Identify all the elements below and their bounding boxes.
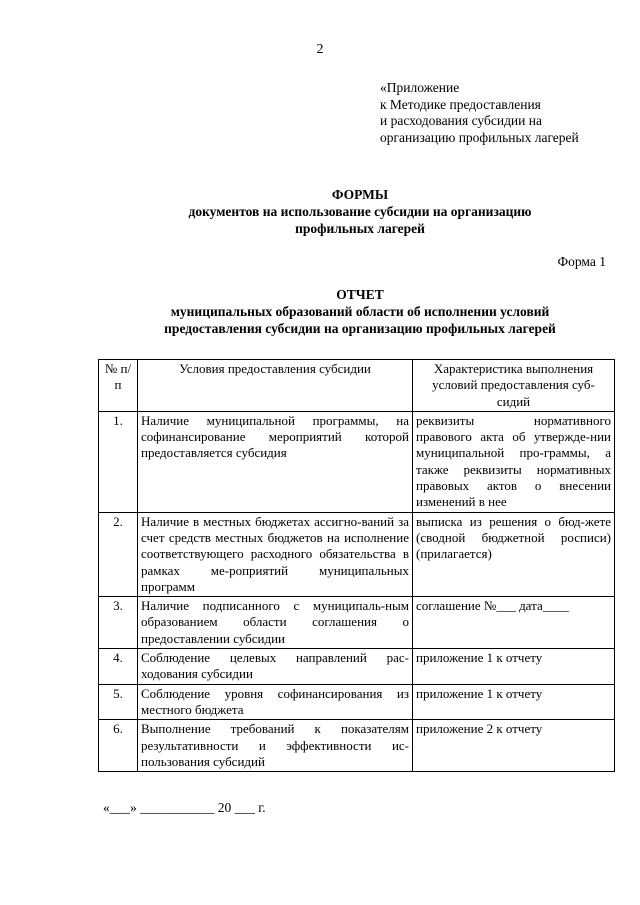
cell-characteristic: соглашение №___ дата____ <box>413 597 615 649</box>
cell-condition: Наличие в местных бюджетах ассигно-ваний за счет средств местных бюджетов на исполнение соответствующего расходного обязательства в рамках ме-роприятий муниципальных программ <box>138 512 413 596</box>
report-title-line: ОТЧЕТ <box>336 287 384 302</box>
form-label: Форма 1 <box>557 254 606 269</box>
cell-characteristic: выписка из решения о бюд-жете (сводной бюджетной росписи) (прилагается) <box>413 512 615 596</box>
cell-characteristic: приложение 1 к отчету <box>413 684 615 720</box>
header-condition: Условия предоставления субсидии <box>138 360 413 412</box>
table-row <box>99 649 615 685</box>
table-header-row <box>99 360 615 412</box>
cell-num: 3. <box>99 597 138 649</box>
report-title-line: муниципальных образований области об исполнении условий <box>170 304 550 319</box>
cell-num: 2. <box>99 512 138 596</box>
table-row <box>99 411 615 512</box>
cell-characteristic: приложение 1 к отчету <box>413 649 615 685</box>
cell-num: 6. <box>99 720 138 772</box>
appendix-line: организацию профильных лагерей <box>380 129 579 145</box>
cell-condition: Наличие подписанного с муниципаль-ным образованием области соглашения о предоставлении субсидии <box>138 597 413 649</box>
header-characteristic: Характеристика выполнения условий предоставления суб-сидий <box>413 360 615 412</box>
forms-title <box>0 186 640 237</box>
appendix-line: и расходования субсидии на <box>380 113 542 128</box>
forms-title-line: профильных лагерей <box>295 221 425 236</box>
date-line: «___» ___________ 20 ___ г. <box>103 800 266 815</box>
cell-characteristic: приложение 2 к отчету <box>413 720 615 772</box>
cell-characteristic: реквизиты нормативного правового акта об утвержде-нии муниципальной про-граммы, а также реквизиты нормативных правовых актов о внесении изменений в нее <box>413 411 615 512</box>
report-title <box>0 286 640 337</box>
cell-condition: Соблюдение уровня софинансирования из местного бюджета <box>138 684 413 720</box>
cell-num: 1. <box>99 411 138 512</box>
page-number: 2 <box>316 42 324 57</box>
report-table <box>98 359 615 772</box>
appendix-line: «Приложение <box>380 80 460 95</box>
table-row <box>99 512 615 596</box>
appendix-line: к Методике предоставления <box>380 96 541 112</box>
cell-condition: Наличие муниципальной программы, на софинансирование мероприятий которой предоставляется субсидия <box>138 411 413 512</box>
cell-condition: Соблюдение целевых направлений рас-ходования субсидии <box>138 649 413 685</box>
cell-condition: Выполнение требований к показателям результативности и эффективности ис-пользования субсидий <box>138 720 413 772</box>
report-title-line: предоставления субсидии на организацию профильных лагерей <box>164 321 556 336</box>
cell-num: 5. <box>99 684 138 720</box>
forms-title-line: документов на использование субсидии на организацию <box>188 204 532 219</box>
header-num: № п/п <box>99 360 138 412</box>
forms-title-line: ФОРМЫ <box>331 187 389 202</box>
table-row <box>99 597 615 649</box>
cell-num: 4. <box>99 649 138 685</box>
table-row <box>99 720 615 772</box>
table-row <box>99 684 615 720</box>
appendix-note <box>380 80 579 146</box>
